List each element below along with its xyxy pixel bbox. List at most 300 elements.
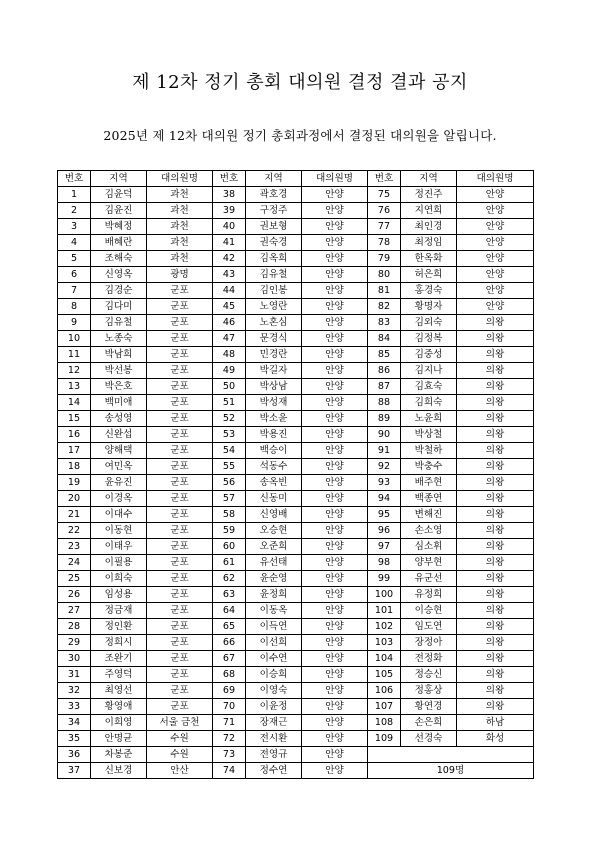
cell-name: 양부현 — [401, 555, 457, 571]
cell-name: 이선희 — [246, 635, 302, 651]
cell-number: 16 — [58, 427, 91, 443]
cell-name: 노혼심 — [246, 315, 302, 331]
cell-number: 88 — [368, 395, 401, 411]
cell-region: 서울 금천 — [147, 715, 213, 731]
cell-name: 정인환 — [91, 619, 147, 635]
cell-region: 하남 — [457, 715, 534, 731]
cell-number: 90 — [368, 427, 401, 443]
cell-number: 41 — [213, 235, 246, 251]
table-row — [58, 763, 534, 779]
cell-name: 전영규 — [246, 747, 302, 763]
cell-region: 군포 — [147, 523, 213, 539]
cell-region: 의왕 — [457, 635, 534, 651]
table-row — [58, 203, 534, 219]
cell-name: 신동미 — [246, 491, 302, 507]
cell-region: 안양 — [302, 539, 368, 555]
cell-number: 71 — [213, 715, 246, 731]
cell-region: 안산 — [147, 763, 213, 779]
header-number-3: 번호 — [368, 171, 401, 187]
cell-name: 권숙경 — [246, 235, 302, 251]
cell-number: 47 — [213, 331, 246, 347]
cell-name: 노윤희 — [401, 411, 457, 427]
cell-name: 백승이 — [246, 443, 302, 459]
cell-number: 102 — [368, 619, 401, 635]
cell-number: 15 — [58, 411, 91, 427]
cell-number: 67 — [213, 651, 246, 667]
cell-number: 54 — [213, 443, 246, 459]
cell-region: 의왕 — [457, 619, 534, 635]
cell-number: 55 — [213, 459, 246, 475]
cell-number: 49 — [213, 363, 246, 379]
cell-name: 김윤덕 — [91, 187, 147, 203]
cell-name: 박충수 — [401, 459, 457, 475]
cell-region: 군포 — [147, 475, 213, 491]
cell-region: 군포 — [147, 363, 213, 379]
cell-number: 64 — [213, 603, 246, 619]
cell-region: 안양 — [302, 491, 368, 507]
cell-region: 안양 — [302, 299, 368, 315]
cell-region: 안양 — [457, 299, 534, 315]
cell-region: 안양 — [302, 731, 368, 747]
table-row — [58, 459, 534, 475]
cell-number: 50 — [213, 379, 246, 395]
cell-number: 89 — [368, 411, 401, 427]
cell-number: 23 — [58, 539, 91, 555]
cell-region: 군포 — [147, 699, 213, 715]
cell-region: 군포 — [147, 411, 213, 427]
cell-region: 군포 — [147, 427, 213, 443]
cell-number: 29 — [58, 635, 91, 651]
cell-name: 임도연 — [401, 619, 457, 635]
cell-name: 박용진 — [246, 427, 302, 443]
cell-number: 35 — [58, 731, 91, 747]
cell-region: 수원 — [147, 747, 213, 763]
cell-number: 31 — [58, 667, 91, 683]
cell-name: 정금재 — [91, 603, 147, 619]
cell-name: 이영숙 — [246, 683, 302, 699]
cell-number: 62 — [213, 571, 246, 587]
cell-number: 5 — [58, 251, 91, 267]
cell-number: 80 — [368, 267, 401, 283]
table-row — [58, 331, 534, 347]
cell-region: 안양 — [457, 219, 534, 235]
cell-number: 101 — [368, 603, 401, 619]
table-row — [58, 219, 534, 235]
cell-name: 김다미 — [91, 299, 147, 315]
cell-region: 의왕 — [457, 331, 534, 347]
header-region-3: 지역 — [401, 171, 457, 187]
cell-region: 안양 — [302, 251, 368, 267]
header-delegate-2: 대의원명 — [302, 171, 368, 187]
cell-region: 의왕 — [457, 491, 534, 507]
cell-name: 유군선 — [401, 571, 457, 587]
cell-name: 이희영 — [91, 715, 147, 731]
cell-number: 61 — [213, 555, 246, 571]
cell-name: 김옥희 — [246, 251, 302, 267]
header-region-1: 지역 — [91, 171, 147, 187]
cell-region: 안양 — [302, 379, 368, 395]
table-row — [58, 427, 534, 443]
cell-region: 안양 — [302, 571, 368, 587]
cell-region: 안양 — [302, 347, 368, 363]
table-row — [58, 523, 534, 539]
cell-number: 82 — [368, 299, 401, 315]
cell-name: 구정주 — [246, 203, 302, 219]
cell-name: 김중성 — [401, 347, 457, 363]
cell-number: 42 — [213, 251, 246, 267]
cell-region: 군포 — [147, 587, 213, 603]
cell-number: 37 — [58, 763, 91, 779]
cell-number: 81 — [368, 283, 401, 299]
cell-region: 안양 — [457, 267, 534, 283]
cell-number: 18 — [58, 459, 91, 475]
cell-region: 안양 — [457, 235, 534, 251]
cell-name: 윤정희 — [246, 587, 302, 603]
cell-name: 신보경 — [91, 763, 147, 779]
cell-region: 의왕 — [457, 443, 534, 459]
cell-number: 84 — [368, 331, 401, 347]
table-row — [58, 475, 534, 491]
table-row — [58, 619, 534, 635]
cell-region: 안양 — [302, 363, 368, 379]
cell-region: 의왕 — [457, 411, 534, 427]
table-row — [58, 507, 534, 523]
cell-name: 조완기 — [91, 651, 147, 667]
cell-name: 신영옥 — [91, 267, 147, 283]
cell-name: 정희시 — [91, 635, 147, 651]
cell-number: 26 — [58, 587, 91, 603]
cell-name: 박남희 — [91, 347, 147, 363]
cell-region: 군포 — [147, 539, 213, 555]
cell-name: 안명균 — [91, 731, 147, 747]
table-row — [58, 411, 534, 427]
cell-name: 김희숙 — [401, 395, 457, 411]
cell-region: 과천 — [147, 203, 213, 219]
cell-name: 윤유진 — [91, 475, 147, 491]
cell-number: 22 — [58, 523, 91, 539]
cell-number: 46 — [213, 315, 246, 331]
table-row — [58, 395, 534, 411]
cell-name: 박상남 — [246, 379, 302, 395]
table-row — [58, 267, 534, 283]
cell-number: 25 — [58, 571, 91, 587]
cell-name: 문경식 — [246, 331, 302, 347]
cell-number: 72 — [213, 731, 246, 747]
cell-number: 28 — [58, 619, 91, 635]
cell-region: 군포 — [147, 395, 213, 411]
cell-number: 7 — [58, 283, 91, 299]
table-row — [58, 347, 534, 363]
cell-region: 안양 — [302, 235, 368, 251]
table-row — [58, 651, 534, 667]
cell-number: 59 — [213, 523, 246, 539]
cell-name: 백미애 — [91, 395, 147, 411]
table-row — [58, 251, 534, 267]
cell-region: 의왕 — [457, 667, 534, 683]
cell-name: 이동옥 — [246, 603, 302, 619]
cell-name: 정홍상 — [401, 683, 457, 699]
cell-name: 석동수 — [246, 459, 302, 475]
cell-number: 60 — [213, 539, 246, 555]
cell-region: 의왕 — [457, 683, 534, 699]
cell-region: 군포 — [147, 347, 213, 363]
cell-region: 안양 — [302, 507, 368, 523]
table-row — [58, 747, 534, 763]
table-row — [58, 683, 534, 699]
cell-number: 6 — [58, 267, 91, 283]
cell-number: 75 — [368, 187, 401, 203]
cell-name: 최인경 — [401, 219, 457, 235]
cell-region: 안양 — [302, 203, 368, 219]
cell-number: 27 — [58, 603, 91, 619]
cell-number: 4 — [58, 235, 91, 251]
cell-number: 69 — [213, 683, 246, 699]
header-number-2: 번호 — [213, 171, 246, 187]
table-row — [58, 299, 534, 315]
cell-number: 78 — [368, 235, 401, 251]
cell-region: 군포 — [147, 619, 213, 635]
cell-region: 군포 — [147, 299, 213, 315]
cell-name: 변해진 — [401, 507, 457, 523]
table-row — [58, 555, 534, 571]
cell-region: 의왕 — [457, 475, 534, 491]
cell-name: 유선태 — [246, 555, 302, 571]
cell-region: 안양 — [457, 203, 534, 219]
cell-number: 44 — [213, 283, 246, 299]
cell-region: 의왕 — [457, 587, 534, 603]
cell-region: 안양 — [457, 251, 534, 267]
cell-number: 94 — [368, 491, 401, 507]
cell-number: 68 — [213, 667, 246, 683]
cell-number: 85 — [368, 347, 401, 363]
cell-name: 박혜정 — [91, 219, 147, 235]
cell-region: 의왕 — [457, 315, 534, 331]
cell-name: 오준희 — [246, 539, 302, 555]
cell-region: 안양 — [302, 283, 368, 299]
cell-name: 신완섭 — [91, 427, 147, 443]
cell-region: 안양 — [302, 555, 368, 571]
cell-number: 76 — [368, 203, 401, 219]
cell-name: 박성재 — [246, 395, 302, 411]
cell-region: 의왕 — [457, 555, 534, 571]
cell-name: 양해택 — [91, 443, 147, 459]
cell-name: 한옥화 — [401, 251, 457, 267]
cell-region: 안양 — [302, 427, 368, 443]
cell-region: 의왕 — [457, 523, 534, 539]
header-number-1: 번호 — [58, 171, 91, 187]
cell-number: 73 — [213, 747, 246, 763]
cell-number: 2 — [58, 203, 91, 219]
cell-name: 전정화 — [401, 651, 457, 667]
cell-name: 황명자 — [401, 299, 457, 315]
cell-number: 39 — [213, 203, 246, 219]
cell-name: 김인봉 — [246, 283, 302, 299]
cell-number: 43 — [213, 267, 246, 283]
cell-name: 백종연 — [401, 491, 457, 507]
table-row — [58, 443, 534, 459]
table-row — [58, 379, 534, 395]
cell-region: 안양 — [302, 651, 368, 667]
page-subtitle: 2025년 제 12차 대의원 정기 총회과정에서 결정된 대의원을 알립니다. — [103, 128, 497, 143]
cell-number: 92 — [368, 459, 401, 475]
cell-region: 군포 — [147, 379, 213, 395]
header-delegate-1: 대의원명 — [147, 171, 213, 187]
cell-region: 안양 — [302, 523, 368, 539]
cell-region: 군포 — [147, 507, 213, 523]
cell-region: 의왕 — [457, 363, 534, 379]
cell-number: 1 — [58, 187, 91, 203]
cell-name: 선경숙 — [401, 731, 457, 747]
cell-number: 77 — [368, 219, 401, 235]
cell-region: 의왕 — [457, 427, 534, 443]
cell-region: 수원 — [147, 731, 213, 747]
table-row — [58, 635, 534, 651]
cell-number: 20 — [58, 491, 91, 507]
header-region-2: 지역 — [246, 171, 302, 187]
cell-region: 의왕 — [457, 699, 534, 715]
cell-number: 36 — [58, 747, 91, 763]
cell-name: 이수연 — [246, 651, 302, 667]
cell-name: 이득연 — [246, 619, 302, 635]
table-row — [58, 283, 534, 299]
cell-name: 최영선 — [91, 683, 147, 699]
table-row — [58, 587, 534, 603]
cell-name: 신영배 — [246, 507, 302, 523]
cell-region: 안양 — [302, 683, 368, 699]
cell-name: 김효숙 — [401, 379, 457, 395]
cell-number: 63 — [213, 587, 246, 603]
cell-region: 의왕 — [457, 379, 534, 395]
cell-name: 김유철 — [91, 315, 147, 331]
cell-name: 노종숙 — [91, 331, 147, 347]
table-row — [58, 187, 534, 203]
cell-region: 안양 — [302, 459, 368, 475]
cell-number: 13 — [58, 379, 91, 395]
cell-name: 김정복 — [401, 331, 457, 347]
cell-region: 군포 — [147, 491, 213, 507]
cell-number: 9 — [58, 315, 91, 331]
cell-region: 군포 — [147, 331, 213, 347]
cell-number: 91 — [368, 443, 401, 459]
cell-region: 안양 — [457, 283, 534, 299]
header-delegate-3: 대의원명 — [457, 171, 534, 187]
cell-number: 19 — [58, 475, 91, 491]
table-row — [58, 731, 534, 747]
cell-number: 52 — [213, 411, 246, 427]
cell-name: 정수연 — [246, 763, 302, 779]
cell-number: 58 — [213, 507, 246, 523]
cell-name: 손은희 — [401, 715, 457, 731]
cell-name: 여민옥 — [91, 459, 147, 475]
cell-name: 차봉준 — [91, 747, 147, 763]
cell-name: 김지나 — [401, 363, 457, 379]
cell-number: 56 — [213, 475, 246, 491]
cell-region: 안양 — [302, 315, 368, 331]
cell-name: 곽호경 — [246, 187, 302, 203]
cell-name: 손소영 — [401, 523, 457, 539]
table-row — [58, 571, 534, 587]
table-row — [58, 363, 534, 379]
cell-number: 57 — [213, 491, 246, 507]
cell-name: 오승현 — [246, 523, 302, 539]
cell-number: 17 — [58, 443, 91, 459]
cell-region: 과천 — [147, 219, 213, 235]
cell-region: 의왕 — [457, 347, 534, 363]
cell-number: 11 — [58, 347, 91, 363]
cell-number: 100 — [368, 587, 401, 603]
cell-region: 의왕 — [457, 459, 534, 475]
page-title: 제 12차 정기 총회 대의원 결정 결과 공지 — [132, 72, 468, 93]
cell-number: 103 — [368, 635, 401, 651]
cell-region: 안양 — [302, 619, 368, 635]
cell-number: 40 — [213, 219, 246, 235]
cell-number: 66 — [213, 635, 246, 651]
cell-name: 지연희 — [401, 203, 457, 219]
cell-name: 허은희 — [401, 267, 457, 283]
cell-region: 안양 — [302, 587, 368, 603]
cell-region: 군포 — [147, 571, 213, 587]
table-row — [58, 491, 534, 507]
cell-region: 안양 — [302, 763, 368, 779]
table-row — [58, 667, 534, 683]
cell-region: 군포 — [147, 635, 213, 651]
cell-number: 74 — [213, 763, 246, 779]
cell-region: 군포 — [147, 683, 213, 699]
cell-name: 이승현 — [401, 603, 457, 619]
cell-number: 87 — [368, 379, 401, 395]
cell-region: 안양 — [302, 475, 368, 491]
cell-number: 51 — [213, 395, 246, 411]
cell-name: 정진주 — [401, 187, 457, 203]
cell-name: 이승희 — [246, 667, 302, 683]
cell-region: 안양 — [302, 715, 368, 731]
cell-region: 과천 — [147, 187, 213, 203]
cell-number: 105 — [368, 667, 401, 683]
cell-number: 53 — [213, 427, 246, 443]
cell-name: 장정아 — [401, 635, 457, 651]
cell-number: 38 — [213, 187, 246, 203]
table-row — [58, 315, 534, 331]
cell-name: 이필용 — [91, 555, 147, 571]
cell-name: 배혜란 — [91, 235, 147, 251]
cell-region: 군포 — [147, 555, 213, 571]
cell-name: 황영애 — [91, 699, 147, 715]
cell-number: 32 — [58, 683, 91, 699]
cell-name: 김외숙 — [401, 315, 457, 331]
cell-name: 이동현 — [91, 523, 147, 539]
cell-name: 홍경숙 — [401, 283, 457, 299]
cell-number: 96 — [368, 523, 401, 539]
cell-number: 3 — [58, 219, 91, 235]
cell-name: 임성용 — [91, 587, 147, 603]
cell-number: 14 — [58, 395, 91, 411]
cell-name: 유정희 — [401, 587, 457, 603]
cell-number: 65 — [213, 619, 246, 635]
cell-name: 박선봉 — [91, 363, 147, 379]
cell-number: 30 — [58, 651, 91, 667]
cell-number: 97 — [368, 539, 401, 555]
cell-name: 박은호 — [91, 379, 147, 395]
cell-number: 93 — [368, 475, 401, 491]
cell-name: 전시환 — [246, 731, 302, 747]
cell-region: 안양 — [302, 395, 368, 411]
cell-number: 79 — [368, 251, 401, 267]
cell-name: 장재근 — [246, 715, 302, 731]
cell-number: 8 — [58, 299, 91, 315]
cell-name: 이윤정 — [246, 699, 302, 715]
cell-region: 안양 — [302, 699, 368, 715]
cell-name: 김윤진 — [91, 203, 147, 219]
